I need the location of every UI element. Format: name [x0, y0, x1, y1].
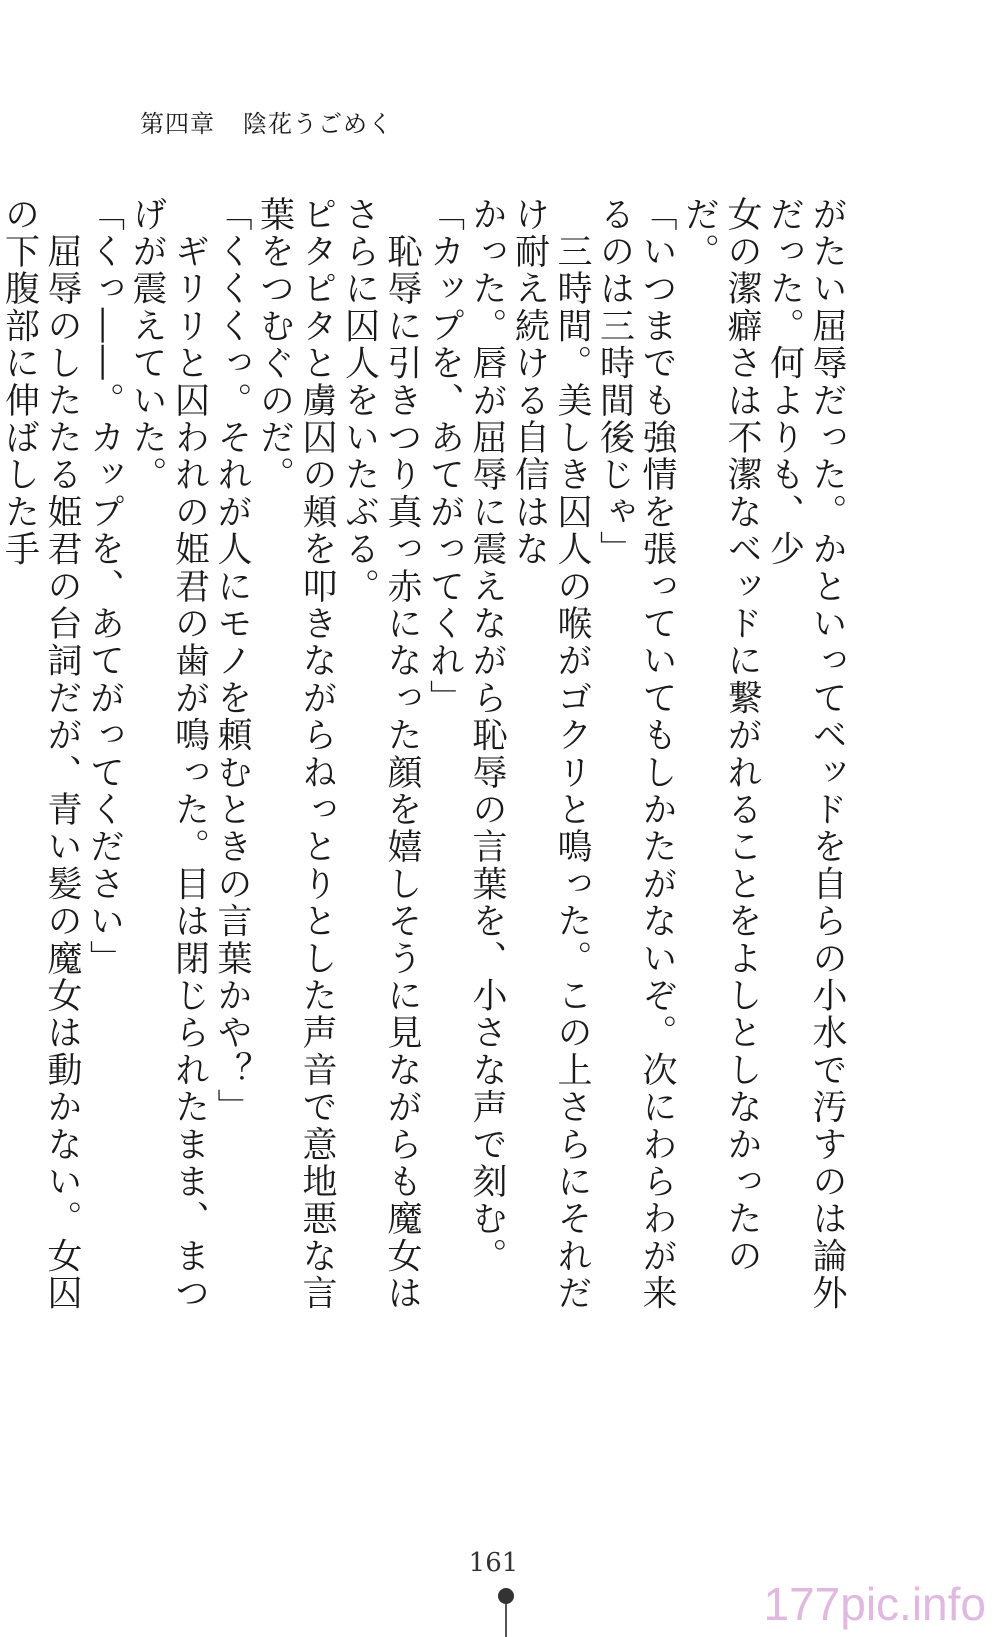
chapter-title: 陰花うごめく — [243, 110, 393, 138]
text-line: 屈辱のしたたる姫君の台詞だが、青い髪の魔女は動かない。女囚の下腹部に伸ばした手 — [0, 196, 82, 1313]
text-line: かった。唇が屈辱に震えながら恥辱の言葉を、小さな声で刻む。 — [467, 196, 507, 1275]
text-line: 女の潔癖さは不潔なベッドに繋がれることをよしとしなかったのだ。 — [679, 196, 762, 1275]
watermark: 177pic.info — [763, 1578, 986, 1630]
text-line: 「くっ――。カップを、あてがってください」 — [84, 196, 125, 978]
text-line: 「カップを、あてがってくれ」 — [424, 196, 465, 717]
text-line: ギリリと囚われの姫君の歯が鳴った。目は閉じられたまま、まつげが震えていた。 — [127, 196, 210, 1312]
page-number: 161 — [468, 1548, 519, 1578]
text-line: 恥辱に引きつり真っ赤になった顔を嬉しそうに見ながらも魔女はさらに囚人をいたぶる。 — [339, 196, 422, 1312]
body-text — [0, 196, 848, 1346]
page-marker-line — [505, 1604, 507, 1637]
page-marker-dot — [498, 1588, 514, 1604]
text-line: 三時間。美しき囚人の喉がゴクリと鳴った。この上さらにそれだけ耐え続ける自信はな — [509, 196, 592, 1312]
running-head — [140, 104, 393, 139]
text-line: ピタピタと虜囚の頬を叩きながらねっとりとした声音で意地悪な言葉をつむぐのだ。 — [254, 196, 337, 1312]
text-line: 「くくくっ。それが人にモノを頼むときの言葉かや？」 — [212, 196, 252, 1126]
text-line: がたい屈辱だった。かといってベッドを自らの小水で汚すのは論外だった。何よりも、少 — [764, 196, 847, 1312]
text-line: 「いつまでも強情を張っていてもしかたがないぞ。次にわらわが来るのは三時間後じゃ」 — [594, 196, 677, 1312]
chapter-number: 第四章 — [140, 110, 215, 138]
